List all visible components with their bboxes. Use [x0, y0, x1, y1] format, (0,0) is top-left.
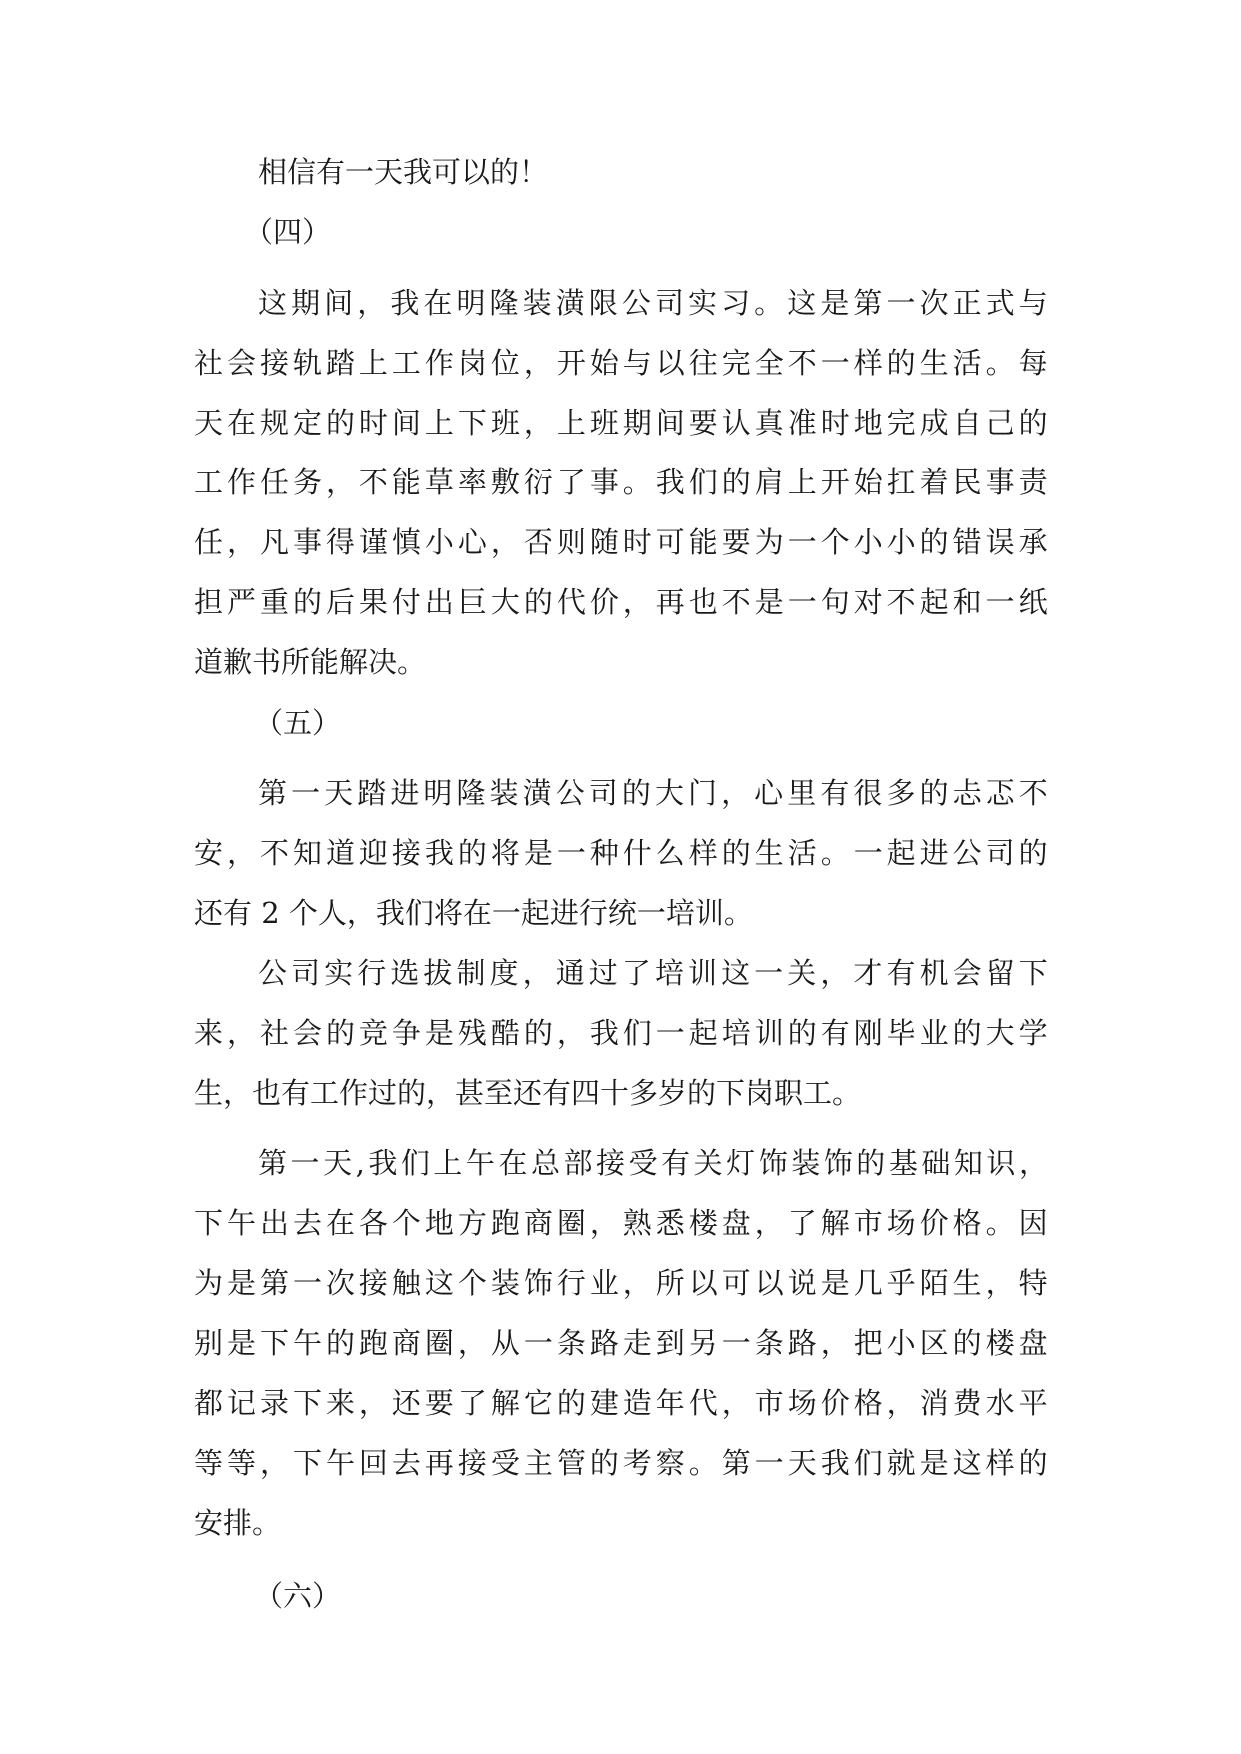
text-line: 第 一 天 , 我 们 上 午 在 总 部 接 受 有 关 灯 饰 装 饰 的 基 础 知 识 ，	[258, 1146, 1048, 1180]
text-line: 来 ， 社 会 的 竞 争 是 残 酷 的 ， 我 们 一 起 培 训 的 有 刚 毕 业 的 大 学	[194, 1016, 1048, 1050]
text-line: 为 是 第 一 次 接 触 这 个 装 饰 行 业 ， 所 以 可 以 说 是 几 乎 陌 生 ， 特	[194, 1266, 1048, 1300]
text-line: 道歉书所能解决。	[194, 645, 427, 679]
text-line: 还有 2 个人，我们将在一起进行统一培训。	[194, 896, 753, 930]
section-heading: （六）	[254, 1579, 342, 1613]
text-line: 工 作 任 务 ， 不 能 草 率 敷 衍 了 事 。 我 们 的 肩 上 开 始 扛 着 民 事 责	[194, 465, 1048, 499]
text-line: 担 严 重 的 后 果 付 出 巨 大 的 代 价 ， 再 也 不 是 一 句 对 不 起 和 一 纸	[194, 585, 1048, 619]
section-heading: （五）	[254, 706, 342, 740]
text-line: 天 在 规 定 的 时 间 上 下 班 ， 上 班 期 间 要 认 真 准 时 地 完 成 自 己 的	[194, 406, 1048, 440]
text-line: 社 会 接 轨 踏 上 工 作 岗 位 ， 开 始 与 以 往 完 全 不 一 样 的 生 活 。 每	[194, 346, 1048, 380]
text-line: 第 一 天 踏 进 明 隆 装 潢 公 司 的 大 门 ， 心 里 有 很 多 的 忐 忑 不	[258, 776, 1048, 810]
text-line: 这 期 间 ， 我 在 明 隆 装 潢 限 公 司 实 习 。 这 是 第 一 次 正 式 与	[258, 286, 1048, 320]
text-line: 别 是 下 午 的 跑 商 圈 ， 从 一 条 路 走 到 另 一 条 路 ， 把 小 区 的 楼 盘	[194, 1326, 1048, 1360]
text-line: 相信有一天我可以的！	[258, 155, 549, 189]
text-line: 都 记 录 下 来 ， 还 要 了 解 它 的 建 造 年 代 ， 市 场 价 格 ， 消 费 水 平	[194, 1386, 1048, 1420]
text-line: 生，也有工作过的，甚至还有四十多岁的下岗职工。	[194, 1076, 862, 1110]
text-line: 公 司 实 行 选 拔 制 度 ， 通 过 了 培 训 这 一 关 ， 才 有 机 会 留 下	[258, 956, 1048, 990]
section-heading: （四）	[244, 215, 332, 249]
text-line: 任 ， 凡 事 得 谨 慎 小 心 ， 否 则 随 时 可 能 要 为 一 个 小 小 的 错 误 承	[194, 525, 1048, 559]
text-line: 等 等 ， 下 午 回 去 再 接 受 主 管 的 考 察 。 第 一 天 我 们 就 是 这 样 的	[194, 1446, 1048, 1480]
text-line: 安排。	[194, 1506, 282, 1540]
text-line: 下 午 出 去 在 各 个 地 方 跑 商 圈 ， 熟 悉 楼 盘 ， 了 解 市 场 价 格 。 因	[194, 1206, 1048, 1240]
text-line: 安 ， 不 知 道 迎 接 我 的 将 是 一 种 什 么 样 的 生 活 。 一 起 进 公 司 的	[194, 836, 1048, 870]
